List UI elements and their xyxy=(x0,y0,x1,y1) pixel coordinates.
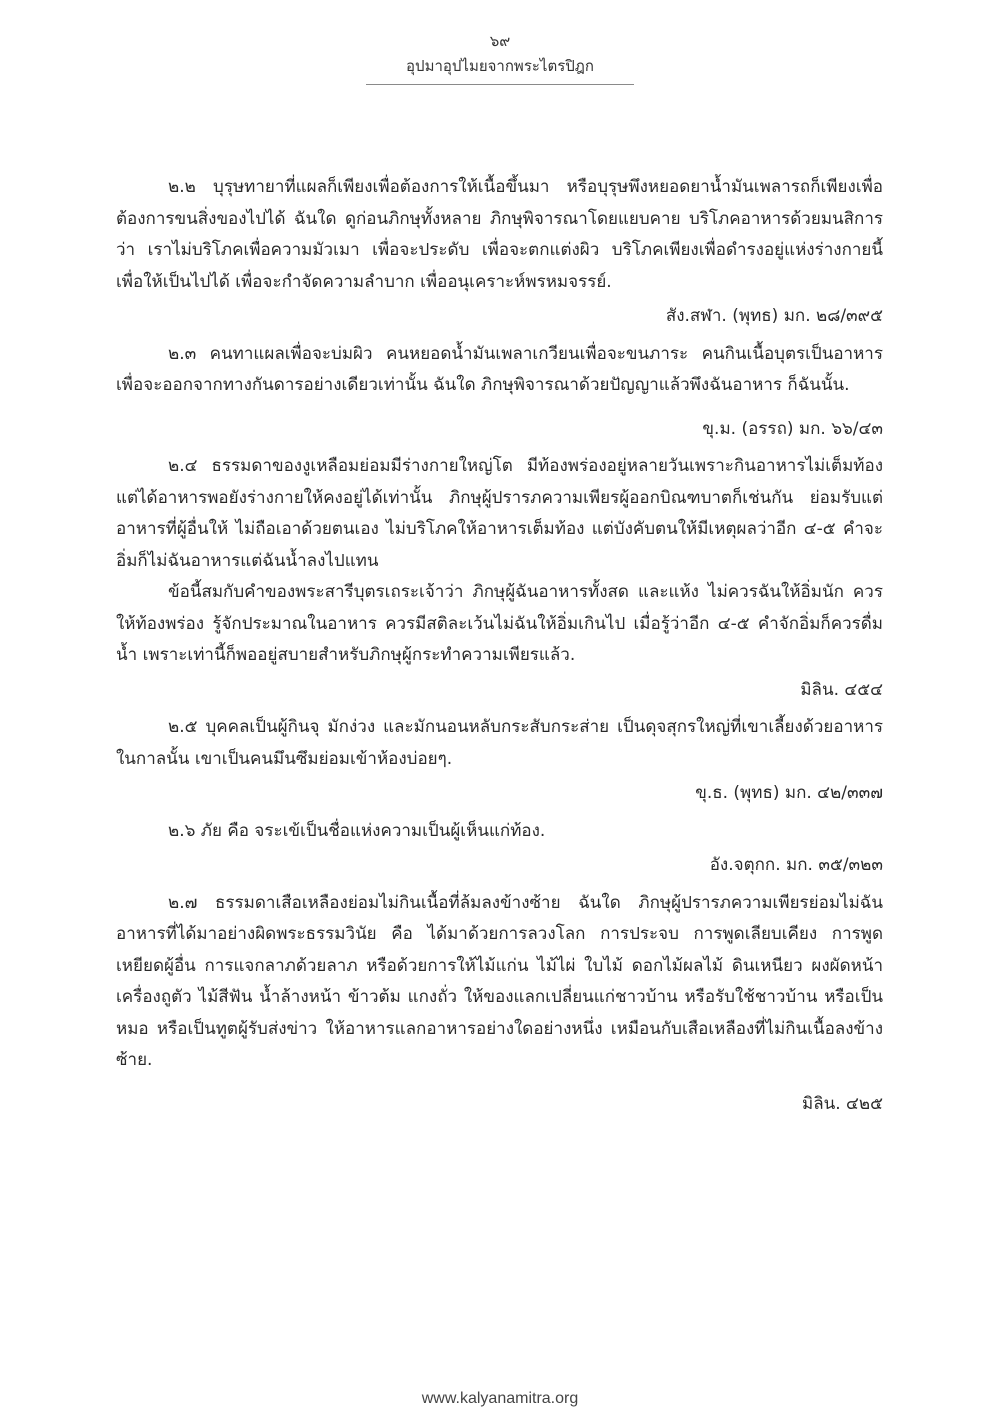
footer-website: www.kalyanamitra.org xyxy=(421,1390,579,1407)
citation: มิลิน. ๔๕๔ xyxy=(800,679,883,700)
paragraph: ๒.๕ บุคคลเป็นผู้กินจุ มักง่วง และมักนอนหลับกระสับกระส่าย เป็นดุจสุกรใหญ่ที่เขาเลี้ยงด้วยอาหาร ในกาลนั้น เขาเป็นคนมึนซึมย่อมเข้าห้องบ่อยๆ. xyxy=(116,717,883,769)
paragraph: ข้อนี้สมกับคำของพระสารีบุตรเถระเจ้าว่า ภิกษุผู้ฉันอาหารทั้งสด และแห้ง ไม่ควรฉันให้อิ่มนัก ควรให้ท้องพร่อง รู้จักประมาณในอาหาร ควรมีสติละเว้นไม่ฉันให้อิ่มเกินไป เมื่อรู้ว่าอีก ๔-๕ คำจักอิ่มก็ควรดื่มน้ำ เพราะเท่านี้ก็พออยู่สบายสำหรับภิกษุผู้กระทำความเพียรแล้ว. xyxy=(116,582,883,665)
header-divider xyxy=(366,84,634,85)
citation: ขุ.ม. (อรรถ) มก. ๖๖/๔๓ xyxy=(702,418,883,439)
section-2-2 xyxy=(116,172,883,333)
paragraph: ๒.๖ ภัย คือ จระเข้เป็นชื่อแห่งความเป็นผู้เห็นแก่ท้อง. xyxy=(168,820,546,841)
citation: มิลิน. ๔๒๕ xyxy=(802,1093,883,1114)
paragraph: ๒.๓ คนทาแผลเพื่อจะบ่มผิว คนหยอดน้ำมันเพลาเกวียนเพื่อจะขนภาระ คนกินเนื้อบุตรเป็นอาหาร เพื่อจะออกจากทางกันดารอย่างเดียวเท่านั้น ฉันใด ภิกษุพิจารณาด้วยปัญญาแล้วพึงฉันอาหาร ก็ฉันนั้น. xyxy=(116,343,883,395)
citation: อัง.จตุกก. มก. ๓๕/๓๒๓ xyxy=(709,855,883,875)
paragraph: ๒.๔ ธรรมดาของงูเหลือมย่อมมีร่างกายใหญ่โต มีท้องพร่องอยู่หลายวันเพราะกินอาหารไม่เต็มท้อง แต่ได้อาหารพอยังร่างกายให้คงอยู่ได้เท่านั้น ภิกษุผู้ปรารภความเพียรผู้ออกบิณฑบาตก็เช่นกัน ย่อมรับแต่อาหารที่ผู้อื่นให้ ไม่ถือเอาด้วยตนเอง ไม่บริโภคให้อาหารเต็มท้อง แต่บังคับตนให้มีเหตุผลว่าอีก ๔-๕ คำจะอิ่มก็ไม่ฉันอาหารแต่ฉันน้ำลงไปแทน xyxy=(116,456,883,571)
paragraph: ๒.๗ ธรรมดาเสือเหลืองย่อมไม่กินเนื้อที่ล้มลงข้างซ้าย ฉันใด ภิกษุผู้ปรารภความเพียรย่อมไม่ฉันอาหารที่ได้มาอย่างผิดพระธรรมวินัย คือ ได้มาด้วยการลวงโลก การประจบ การพูดเลียบเคียง การพูดเหยียดผู้อื่น การแจกลาภด้วยลาภ หรือด้วยการให้ไม้แก่น ไม้ไผ่ ใบไม้ ดอกไม้ผลไม้ ดินเหนียว ผงผัดหน้า เครื่องถูตัว ไม้สีฟัน น้ำล้างหน้า ข้าวต้ม แกงถั่ว ให้ของแลกเปลี่ยนแก่ชาวบ้าน หรือรับใช้ชาวบ้าน หรือเป็นหมอ หรือเป็นทูตผู้รับส่งข่าว ให้อาหารแลกอาหารอย่างใดอย่างหนึ่ง เหมือนกับเสือเหลืองที่ไม่กินเนื้อลงข้างซ้าย. xyxy=(116,892,883,1070)
citation: ขุ.ธ. (พุทธ) มก. ๔๒/๓๓๗ xyxy=(695,783,883,803)
section-2-5 xyxy=(116,712,883,810)
book-title: อุปมาอุปไมยจากพระไตรปิฎก xyxy=(406,57,594,75)
section-2-7 xyxy=(116,888,883,1121)
section-2-6 xyxy=(116,816,883,882)
document-body xyxy=(116,172,883,1126)
section-2-4 xyxy=(116,451,883,706)
citation: สัง.สฬา. (พุทธ) มก. ๒๘/๓๙๕ xyxy=(665,306,883,326)
section-2-3 xyxy=(116,339,883,446)
page-number: ๖๙ xyxy=(489,32,511,50)
paragraph: ๒.๒ บุรุษทายาที่แผลก็เพียงเพื่อต้องการให้เนื้อขึ้นมา หรือบุรุษพึงหยอดยาน้ำมันเพลารถก็เพียงเพื่อต้องการขนสิ่งของไปได้ ฉันใด ดูก่อนภิกษุทั้งหลาย ภิกษุพิจารณาโดยแยบคาย บริโภคอาหารด้วยมนสิการว่า เราไม่บริโภคเพื่อความมัวเมา เพื่อจะประดับ เพื่อจะตกแต่งผิว บริโภคเพียงเพื่อดำรงอยู่แห่งร่างกายนี้ เพื่อให้เป็นไปได้ เพื่อจะกำจัดความลำบาก เพื่ออนุเคราะห์พรหมจรรย์. xyxy=(116,177,883,292)
page-header xyxy=(0,30,1000,85)
